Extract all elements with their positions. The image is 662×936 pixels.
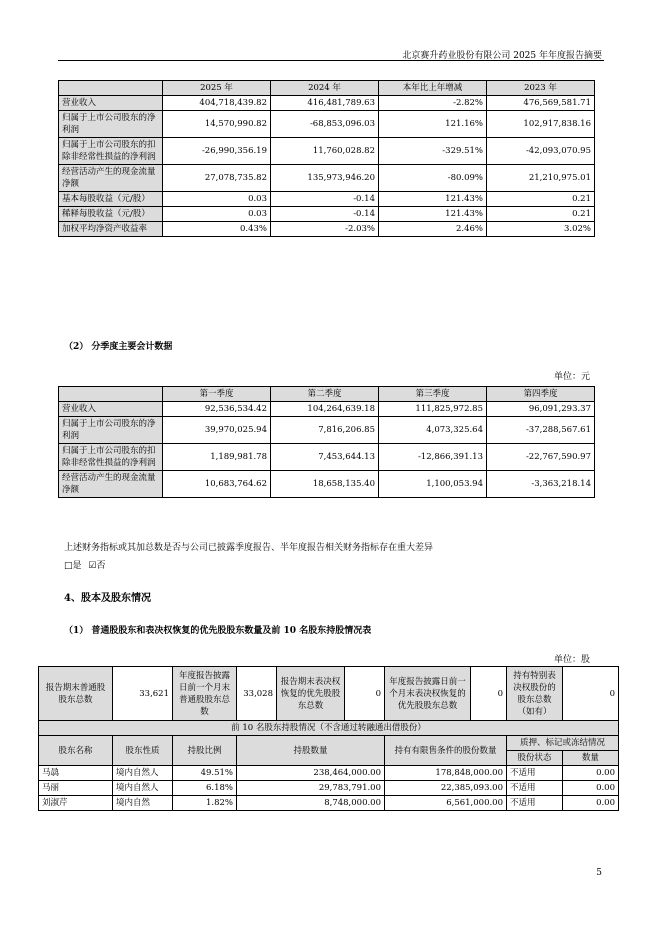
table-cell: 0.21	[487, 192, 595, 207]
row-label: 经营活动产生的现金流量净额	[59, 471, 163, 498]
table-cell: 416,481,789.63	[271, 96, 379, 111]
table-cell: 476,569,581.71	[487, 96, 595, 111]
shareholder-row	[39, 796, 619, 811]
table-cell: 102,917,838.16	[487, 111, 595, 138]
table-cell: -12,866,391.13	[379, 444, 487, 471]
table-row	[59, 222, 595, 237]
table-cell: -2.82%	[379, 96, 487, 111]
table-cell: 238,464,000.00	[237, 766, 385, 781]
table-cell: 8,748,000.00	[237, 796, 385, 811]
table-row	[59, 138, 595, 165]
table-cell: -0.14	[271, 192, 379, 207]
table1-header-3: 本年比上年增减	[379, 81, 487, 96]
table-cell: 11,760,028.82	[271, 138, 379, 165]
table-row	[59, 111, 595, 138]
table-cell: -3,363,218.14	[487, 471, 595, 498]
table-cell: 27,078,735.82	[163, 165, 271, 192]
table-cell: 121.43%	[379, 192, 487, 207]
table-cell: 6,561,000.00	[385, 796, 507, 811]
table1-header-0	[59, 81, 163, 96]
table-cell: 10,683,764.62	[163, 471, 271, 498]
row-label: 加权平均净资产收益率	[59, 222, 163, 237]
table-cell: 0.03	[163, 207, 271, 222]
table-cell: 0.00	[563, 796, 619, 811]
top10-title: 前 10 名股东持股情况（不含通过转融通出借股份）	[39, 721, 619, 736]
table-cell: 178,848,000.00	[385, 766, 507, 781]
shareholder-section-title: 4、股本及股东情况	[64, 593, 151, 604]
difference-checkboxes	[64, 558, 105, 571]
table1-header-2: 2024 年	[271, 81, 379, 96]
table-cell: -42,093,070.95	[487, 138, 595, 165]
table-cell: -0.14	[271, 207, 379, 222]
row-label: 基本每股收益（元/股）	[59, 192, 163, 207]
table2-header-0	[59, 387, 163, 402]
table-cell: 104,264,639.18	[271, 402, 379, 417]
row-label: 归属于上市公司股东的扣除非经常性损益的净利润	[59, 138, 163, 165]
table-cell: 49.51%	[173, 766, 237, 781]
table-cell: 不适用	[507, 781, 563, 796]
table-cell: 29,783,791.00	[237, 781, 385, 796]
summary-label-special-voting: 持有特别表决权股份的股东总数（如有）	[507, 667, 563, 721]
table-row	[59, 165, 595, 192]
table-cell: -329.51%	[379, 138, 487, 165]
table-cell: 1.82%	[173, 796, 237, 811]
table-cell: 0.21	[487, 207, 595, 222]
table-cell: 21,210,975.01	[487, 165, 595, 192]
table-cell: 135,973,946.20	[271, 165, 379, 192]
row-label: 营业收入	[59, 402, 163, 417]
table-cell: 96,091,293.37	[487, 402, 595, 417]
col-holder-name: 股东名称	[39, 736, 113, 766]
table-cell: 境内自然人	[113, 781, 173, 796]
table-cell: 92,536,534.42	[163, 402, 271, 417]
unit-yuan: 单位：元	[553, 372, 590, 382]
row-label: 归属于上市公司股东的扣除非经常性损益的净利润	[59, 444, 163, 471]
checkbox-yes: □是	[64, 561, 82, 571]
col-holder-nature: 股东性质	[113, 736, 173, 766]
table-cell: -2.03%	[271, 222, 379, 237]
shareholder-row	[39, 766, 619, 781]
table-row	[59, 444, 595, 471]
table-row	[59, 96, 595, 111]
table-cell: 1,100,053.94	[379, 471, 487, 498]
table-cell: -80.09%	[379, 165, 487, 192]
row-label: 归属于上市公司股东的净利润	[59, 111, 163, 138]
table-cell: 111,825,972.85	[379, 402, 487, 417]
summary-value-common-holders: 33,621	[113, 667, 173, 721]
table2-header-4: 第四季度	[487, 387, 595, 402]
table-cell: 39,970,025.94	[163, 417, 271, 444]
page-header: 北京赛升药业股份有限公司 2025 年年度报告摘要	[402, 51, 602, 61]
table-row	[59, 402, 595, 417]
col-holding-ratio: 持股比例	[173, 736, 237, 766]
page-number: 5	[596, 868, 602, 878]
col-restricted-qty: 持有有限售条件的股份数量	[385, 736, 507, 766]
table-cell: 22,385,093.00	[385, 781, 507, 796]
table-cell: 0.00	[563, 781, 619, 796]
quarterly-financials-table	[58, 386, 595, 498]
table-cell: 4,073,325.64	[379, 417, 487, 444]
summary-label-preferred-holders: 报告期末表决权恢复的优先股股东总数	[277, 667, 345, 721]
table-cell: 3.02%	[487, 222, 595, 237]
table-cell: 121.16%	[379, 111, 487, 138]
summary-value-prev-month-preferred: 0	[471, 667, 507, 721]
row-label: 经营活动产生的现金流量净额	[59, 165, 163, 192]
summary-label-prev-month-preferred: 年度报告披露日前一个月末表决权恢复的优先股股东总数	[385, 667, 471, 721]
table-cell: -22,767,590.97	[487, 444, 595, 471]
table-cell: 不适用	[507, 766, 563, 781]
summary-label-prev-month-holders: 年度报告披露日前一个月末普通股股东总数	[173, 667, 237, 721]
summary-label-common-holders: 报告期末普通股股东总数	[39, 667, 113, 721]
table-row	[59, 471, 595, 498]
summary-value-special-voting: 0	[563, 667, 619, 721]
row-label: 营业收入	[59, 96, 163, 111]
table-cell: -68,853,096.03	[271, 111, 379, 138]
table-row	[59, 192, 595, 207]
col-pledge-status: 质押、标记或冻结情况	[507, 736, 619, 751]
table-row	[59, 207, 595, 222]
quarterly-section-title: （2） 分季度主要会计数据	[64, 342, 173, 352]
table-cell: -26,990,356.19	[163, 138, 271, 165]
col-pledge-amount: 数量	[563, 751, 619, 766]
table-cell: 1,189,981.78	[163, 444, 271, 471]
row-label: 稀释每股收益（元/股）	[59, 207, 163, 222]
shareholder-table	[38, 666, 619, 811]
table-cell: 0.03	[163, 192, 271, 207]
summary-value-prev-month-holders: 33,028	[237, 667, 277, 721]
table-cell: 刘淑芹	[39, 796, 113, 811]
col-holding-qty: 持股数量	[237, 736, 385, 766]
checkbox-no: ☑否	[88, 561, 106, 571]
table-cell: 境内自然	[113, 796, 173, 811]
annual-financials-table	[58, 80, 595, 237]
table-cell: 7,816,206.85	[271, 417, 379, 444]
table2-header-1: 第一季度	[163, 387, 271, 402]
table-cell: 6.18%	[173, 781, 237, 796]
table-cell: 0.43%	[163, 222, 271, 237]
header-rule	[58, 60, 604, 61]
table-cell: 121.43%	[379, 207, 487, 222]
row-label: 归属于上市公司股东的净利润	[59, 417, 163, 444]
table2-header-2: 第二季度	[271, 387, 379, 402]
unit-share: 单位：股	[553, 655, 590, 665]
table-cell: 2.46%	[379, 222, 487, 237]
table-row	[59, 417, 595, 444]
table-cell: 马丽	[39, 781, 113, 796]
table-cell: 境内自然人	[113, 766, 173, 781]
table-cell: 马骉	[39, 766, 113, 781]
table1-header-1: 2025 年	[163, 81, 271, 96]
table-cell: 404,718,439.82	[163, 96, 271, 111]
difference-note: 上述财务指标或其加总数是否与公司已披露季度报告、半年度报告相关财务指标存在重大差异	[64, 543, 434, 553]
shareholder-subsection-title: （1） 普通股股东和表决权恢复的优先股股东数量及前 10 名股东持股情况表	[64, 626, 372, 636]
summary-value-preferred-holders: 0	[345, 667, 385, 721]
table-cell: 不适用	[507, 796, 563, 811]
shareholder-row	[39, 781, 619, 796]
table-cell: 0.00	[563, 766, 619, 781]
table-cell: 14,570,990.82	[163, 111, 271, 138]
table1-header-4: 2023 年	[487, 81, 595, 96]
table-cell: -37,288,567.61	[487, 417, 595, 444]
col-share-status: 股份状态	[507, 751, 563, 766]
table-cell: 18,658,135.40	[271, 471, 379, 498]
table2-header-3: 第三季度	[379, 387, 487, 402]
table-cell: 7,453,644.13	[271, 444, 379, 471]
